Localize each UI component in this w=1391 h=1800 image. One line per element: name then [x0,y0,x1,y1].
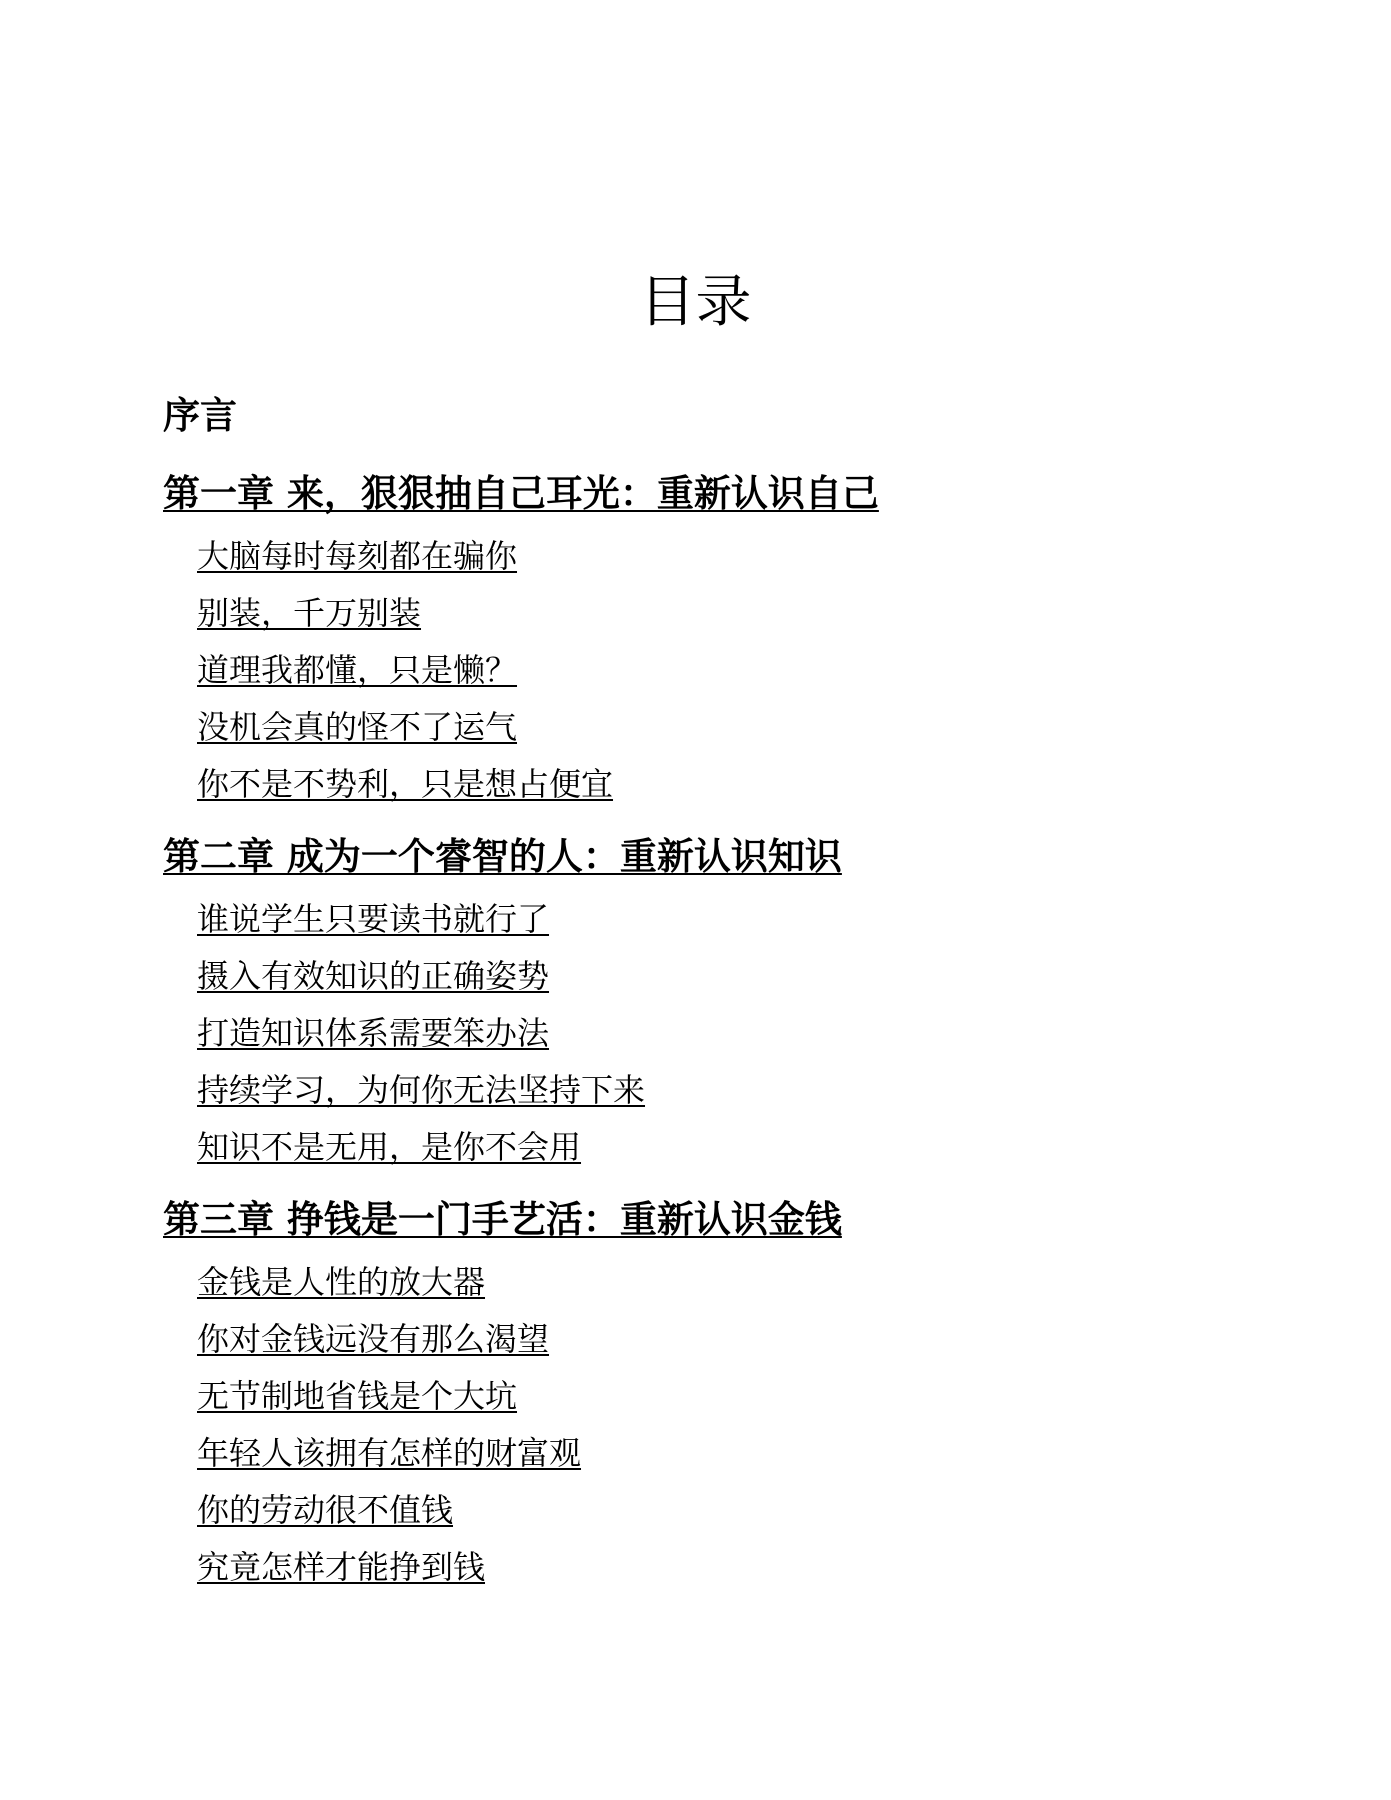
toc-section-item [197,1482,1313,1539]
toc-section-link[interactable]: 打造知识体系需要笨办法 [197,1014,550,1052]
toc-section-item [197,699,1313,756]
toc-chapter-3 [163,1196,1313,1596]
toc-section-link[interactable]: 道理我都懂，只是懒？ [197,651,518,689]
toc-section-link[interactable]: 你的劳动很不值钱 [197,1491,454,1529]
toc-section-item [197,585,1313,642]
toc-section-item [197,1425,1313,1482]
toc-section-item [197,948,1313,1005]
toc-section-link[interactable]: 知识不是无用，是你不会用 [197,1128,582,1166]
toc-section-link[interactable]: 没机会真的怪不了运气 [197,708,518,746]
toc-chapter-heading[interactable]: 第二章 成为一个睿智的人：重新认识知识 [163,835,842,878]
toc-section-link[interactable]: 你对金钱远没有那么渴望 [197,1320,550,1358]
toc-section-link[interactable]: 究竟怎样才能挣到钱 [197,1548,486,1586]
toc-section-link[interactable]: 持续学习，为何你无法坚持下来 [197,1071,646,1109]
toc-section-item [197,756,1313,813]
toc-section-link[interactable]: 大脑每时每刻都在骗你 [197,537,518,575]
toc-section-link[interactable]: 摄入有效知识的正确姿势 [197,957,550,995]
toc-preface[interactable]: 序言 [163,394,237,437]
toc-section-list [163,891,1313,1176]
toc-section-item [197,1119,1313,1176]
toc-chapter-heading[interactable]: 第三章 挣钱是一门手艺活：重新认识金钱 [163,1198,842,1241]
toc-section-item [197,1005,1313,1062]
toc-section-link[interactable]: 年轻人该拥有怎样的财富观 [197,1434,582,1472]
toc-title-text: 目录 [639,270,752,335]
toc-section-item [197,1062,1313,1119]
toc-section-item [197,528,1313,585]
table-of-contents [163,392,1313,1616]
toc-chapter-2 [163,833,1313,1176]
toc-chapter-1 [163,470,1313,813]
toc-section-list [163,528,1313,813]
toc-section-item [197,1311,1313,1368]
toc-section-link[interactable]: 你不是不势利，只是想占便宜 [197,765,614,803]
toc-section-item [197,642,1313,699]
toc-title [0,268,1391,338]
toc-section-item [197,1539,1313,1596]
toc-section-link[interactable]: 金钱是人性的放大器 [197,1263,486,1301]
toc-section-link[interactable]: 无节制地省钱是个大坑 [197,1377,518,1415]
toc-section-link[interactable]: 别装，千万别装 [197,594,422,632]
toc-chapter-heading[interactable]: 第一章 来，狠狠抽自己耳光：重新认识自己 [163,472,879,515]
toc-section-item [197,1368,1313,1425]
toc-section-list [163,1254,1313,1596]
toc-section-link[interactable]: 谁说学生只要读书就行了 [197,900,550,938]
toc-section-item [197,1254,1313,1311]
toc-section-item [197,891,1313,948]
